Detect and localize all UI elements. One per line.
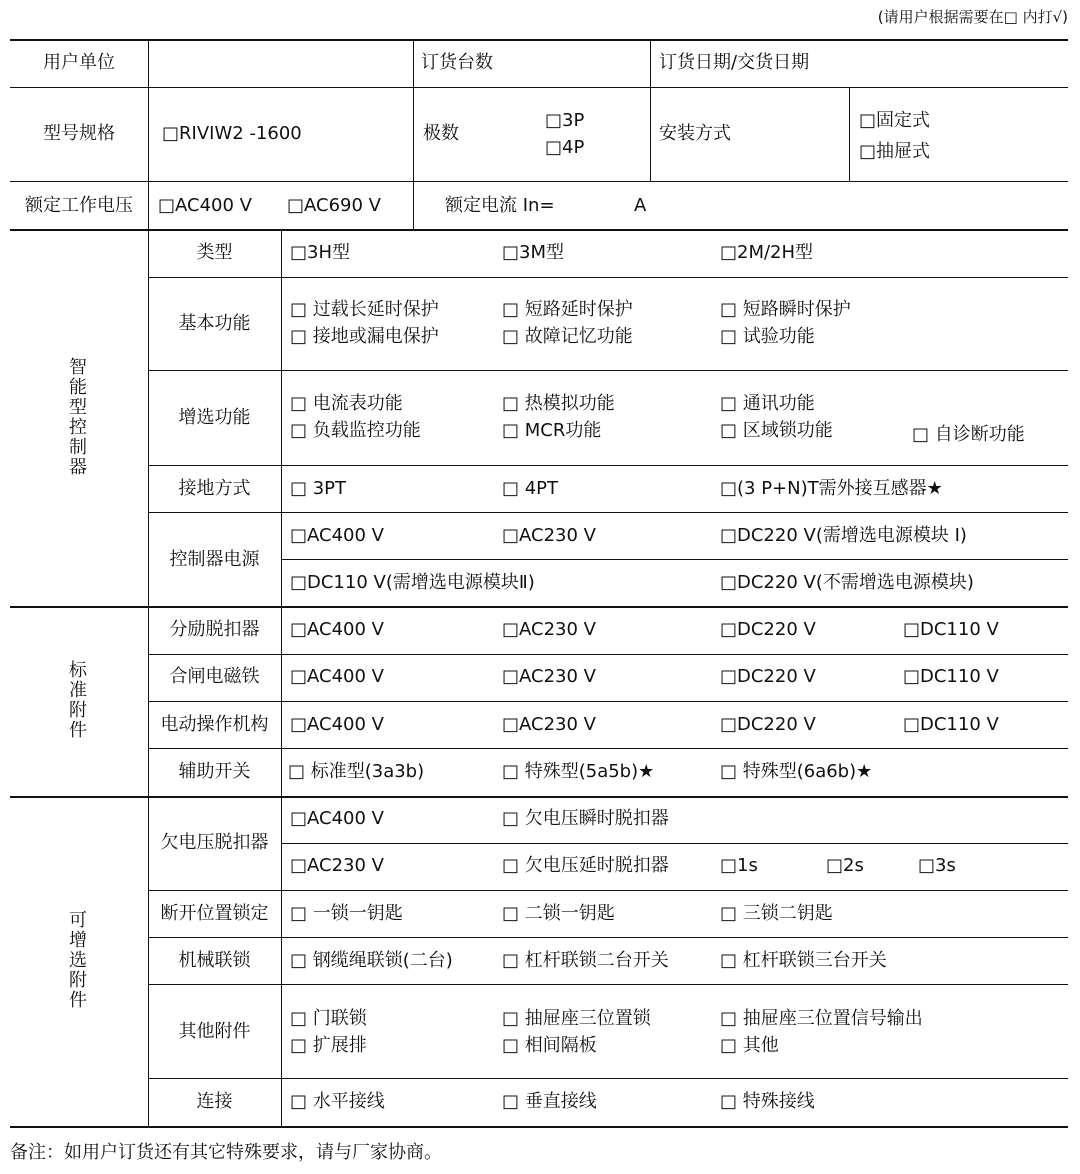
rule-top <box>10 39 1068 41</box>
voltage-label: 额定工作电压 <box>25 195 133 216</box>
type-3h-option[interactable]: □3H型 <box>290 242 350 263</box>
extra-func-option[interactable]: □ 电流表功能 <box>290 393 403 414</box>
vrule <box>650 39 651 181</box>
rule-bottom <box>10 1126 1068 1128</box>
connection-label: 连接 <box>196 1091 233 1112</box>
ground-label: 接地方式 <box>178 478 251 499</box>
controller-power-label: 控制器电源 <box>169 549 260 570</box>
power-option[interactable]: □AC400 V <box>290 525 384 546</box>
extra-func-label: 增选功能 <box>178 407 251 428</box>
basic-func-option[interactable]: □ 短路瞬时保护 <box>720 299 851 320</box>
rule <box>10 229 1068 231</box>
rule <box>281 843 1068 844</box>
other-option[interactable]: □ 抽屉座三位置锁 <box>502 1008 651 1029</box>
basic-func-option[interactable]: □ 过载长延时保护 <box>290 299 439 320</box>
other-option[interactable]: □ 抽屉座三位置信号输出 <box>720 1008 923 1029</box>
uv-option[interactable]: □AC400 V <box>290 808 384 829</box>
shunt-option[interactable]: □AC400 V <box>290 619 384 640</box>
rule <box>148 465 1068 466</box>
vrule <box>413 39 414 229</box>
interlock-option[interactable]: □ 杠杆联锁二台开关 <box>502 950 669 971</box>
poles-label: 极数 <box>423 123 459 144</box>
voltage-ac400-option[interactable]: □AC400 V <box>158 195 252 216</box>
basic-func-option[interactable]: □ 试验功能 <box>720 326 815 347</box>
aux-option[interactable]: □ 特殊型(5a5b)★ <box>502 761 655 782</box>
rule <box>10 181 1068 182</box>
rule <box>148 654 1068 655</box>
power-option[interactable]: □AC230 V <box>502 525 596 546</box>
extra-func-option[interactable]: □ 负载监控功能 <box>290 420 421 441</box>
install-drawout-option[interactable]: □抽屉式 <box>859 141 931 162</box>
shunt-option[interactable]: □AC230 V <box>502 619 596 640</box>
uv-delay-1s-option[interactable]: □1s <box>720 855 758 876</box>
rule <box>148 512 1068 513</box>
group-standard-accessories: 标准附件 <box>69 660 87 741</box>
user-unit-label: 用户单位 <box>43 52 115 73</box>
shunt-option[interactable]: □DC220 V <box>720 619 816 640</box>
aux-option[interactable]: □ 特殊型(6a6b)★ <box>720 761 873 782</box>
lock-option[interactable]: □ 三锁二钥匙 <box>720 903 833 924</box>
uv-delay-3s-option[interactable]: □3s <box>918 855 956 876</box>
lock-option[interactable]: □ 二锁一钥匙 <box>502 903 615 924</box>
poles-3p-option[interactable]: □3P <box>545 110 585 131</box>
rule <box>148 984 1068 985</box>
extra-func-option[interactable]: □ 自诊断功能 <box>912 424 1025 445</box>
voltage-ac690-option[interactable]: □AC690 V <box>287 195 381 216</box>
type-3m-option[interactable]: □3M型 <box>502 242 564 263</box>
install-label: 安装方式 <box>659 123 731 144</box>
open-lock-label: 断开位置锁定 <box>160 903 269 924</box>
closing-option[interactable]: □AC230 V <box>502 666 596 687</box>
power-option[interactable]: □DC220 V(不需增选电源模块) <box>720 572 974 593</box>
closing-coil-label: 合闸电磁铁 <box>169 666 260 687</box>
type-2m2h-option[interactable]: □2M/2H型 <box>720 242 814 263</box>
motor-option[interactable]: □AC230 V <box>502 714 596 735</box>
basic-func-option[interactable]: □ 接地或漏电保护 <box>290 326 439 347</box>
power-option[interactable]: □DC110 V(需增选电源模块Ⅱ) <box>290 572 535 593</box>
connection-option[interactable]: □ 特殊接线 <box>720 1091 815 1112</box>
other-option[interactable]: □ 其他 <box>720 1035 779 1056</box>
aux-switch-label: 辅助开关 <box>178 761 251 782</box>
footer-remark: 备注：如用户订货还有其它特殊要求，请与厂家协商。 <box>10 1142 442 1163</box>
connection-option[interactable]: □ 水平接线 <box>290 1091 385 1112</box>
shunt-option[interactable]: □DC110 V <box>903 619 999 640</box>
uv-option[interactable]: □ 欠电压延时脱扣器 <box>502 855 669 876</box>
rule <box>148 748 1068 749</box>
basic-func-option[interactable]: □ 短路延时保护 <box>502 299 633 320</box>
aux-option[interactable]: □ 标准型(3a3b) <box>288 761 425 782</box>
rule <box>148 277 1068 278</box>
mech-interlock-label: 机械联锁 <box>178 950 251 971</box>
motor-option[interactable]: □AC400 V <box>290 714 384 735</box>
current-label: 额定电流 In= <box>445 195 555 216</box>
model-label: 型号规格 <box>43 123 115 144</box>
other-accessories-label: 其他附件 <box>178 1021 251 1042</box>
ground-3pt-option[interactable]: □ 3PT <box>290 478 347 499</box>
extra-func-option[interactable]: □ MCR功能 <box>502 420 602 441</box>
motor-option[interactable]: □DC220 V <box>720 714 816 735</box>
shunt-release-label: 分励脱扣器 <box>169 619 260 640</box>
undervoltage-label: 欠电压脱扣器 <box>160 832 269 853</box>
basic-func-label: 基本功能 <box>178 313 251 334</box>
motor-operator-label: 电动操作机构 <box>160 714 269 735</box>
rule <box>10 796 1068 798</box>
rule <box>148 890 1068 891</box>
uv-option[interactable]: □ 欠电压瞬时脱扣器 <box>502 808 669 829</box>
other-option[interactable]: □ 相间隔板 <box>502 1035 597 1056</box>
order-qty-label: 订货台数 <box>421 52 493 73</box>
interlock-option[interactable]: □ 杠杆联锁三台开关 <box>720 950 887 971</box>
rule <box>148 701 1068 702</box>
basic-func-option[interactable]: □ 故障记忆功能 <box>502 326 633 347</box>
rule <box>148 937 1068 938</box>
motor-option[interactable]: □DC110 V <box>903 714 999 735</box>
extra-func-option[interactable]: □ 通讯功能 <box>720 393 815 414</box>
ground-4pt-option[interactable]: □ 4PT <box>502 478 559 499</box>
closing-option[interactable]: □AC400 V <box>290 666 384 687</box>
model-option[interactable]: □RIVIW2 -1600 <box>162 123 302 144</box>
group-smart-controller: 智能型控制器 <box>69 357 87 478</box>
uv-delay-2s-option[interactable]: □2s <box>826 855 864 876</box>
extra-func-option[interactable]: □ 区域锁功能 <box>720 420 833 441</box>
extra-func-option[interactable]: □ 热模拟功能 <box>502 393 615 414</box>
install-fixed-option[interactable]: □固定式 <box>859 110 931 131</box>
vrule <box>281 229 282 1126</box>
rule <box>148 370 1068 371</box>
other-option[interactable]: □ 扩展排 <box>290 1035 367 1056</box>
type-label: 类型 <box>196 242 233 263</box>
closing-option[interactable]: □DC110 V <box>903 666 999 687</box>
other-option[interactable]: □ 门联锁 <box>290 1008 367 1029</box>
closing-option[interactable]: □DC220 V <box>720 666 816 687</box>
rule <box>148 1078 1068 1079</box>
rule <box>10 87 1068 88</box>
ground-3pn-option[interactable]: □(3 P+N)T需外接互感器★ <box>720 478 943 499</box>
vrule <box>849 87 850 181</box>
power-option[interactable]: □DC220 V(需增选电源模块 Ⅰ) <box>720 525 967 546</box>
rule <box>10 606 1068 608</box>
poles-4p-option[interactable]: □4P <box>545 137 585 158</box>
interlock-option[interactable]: □ 钢缆绳联锁(二台) <box>290 950 453 971</box>
group-optional-accessories: 可增选附件 <box>69 910 87 1011</box>
instruction-note: (请用户根据需要在□ 内打√) <box>877 8 1068 26</box>
lock-option[interactable]: □ 一锁一钥匙 <box>290 903 403 924</box>
rule <box>281 559 1068 560</box>
current-unit: A <box>634 195 647 216</box>
uv-option[interactable]: □AC230 V <box>290 855 384 876</box>
order-date-label: 订货日期/交货日期 <box>659 52 810 73</box>
connection-option[interactable]: □ 垂直接线 <box>502 1091 597 1112</box>
